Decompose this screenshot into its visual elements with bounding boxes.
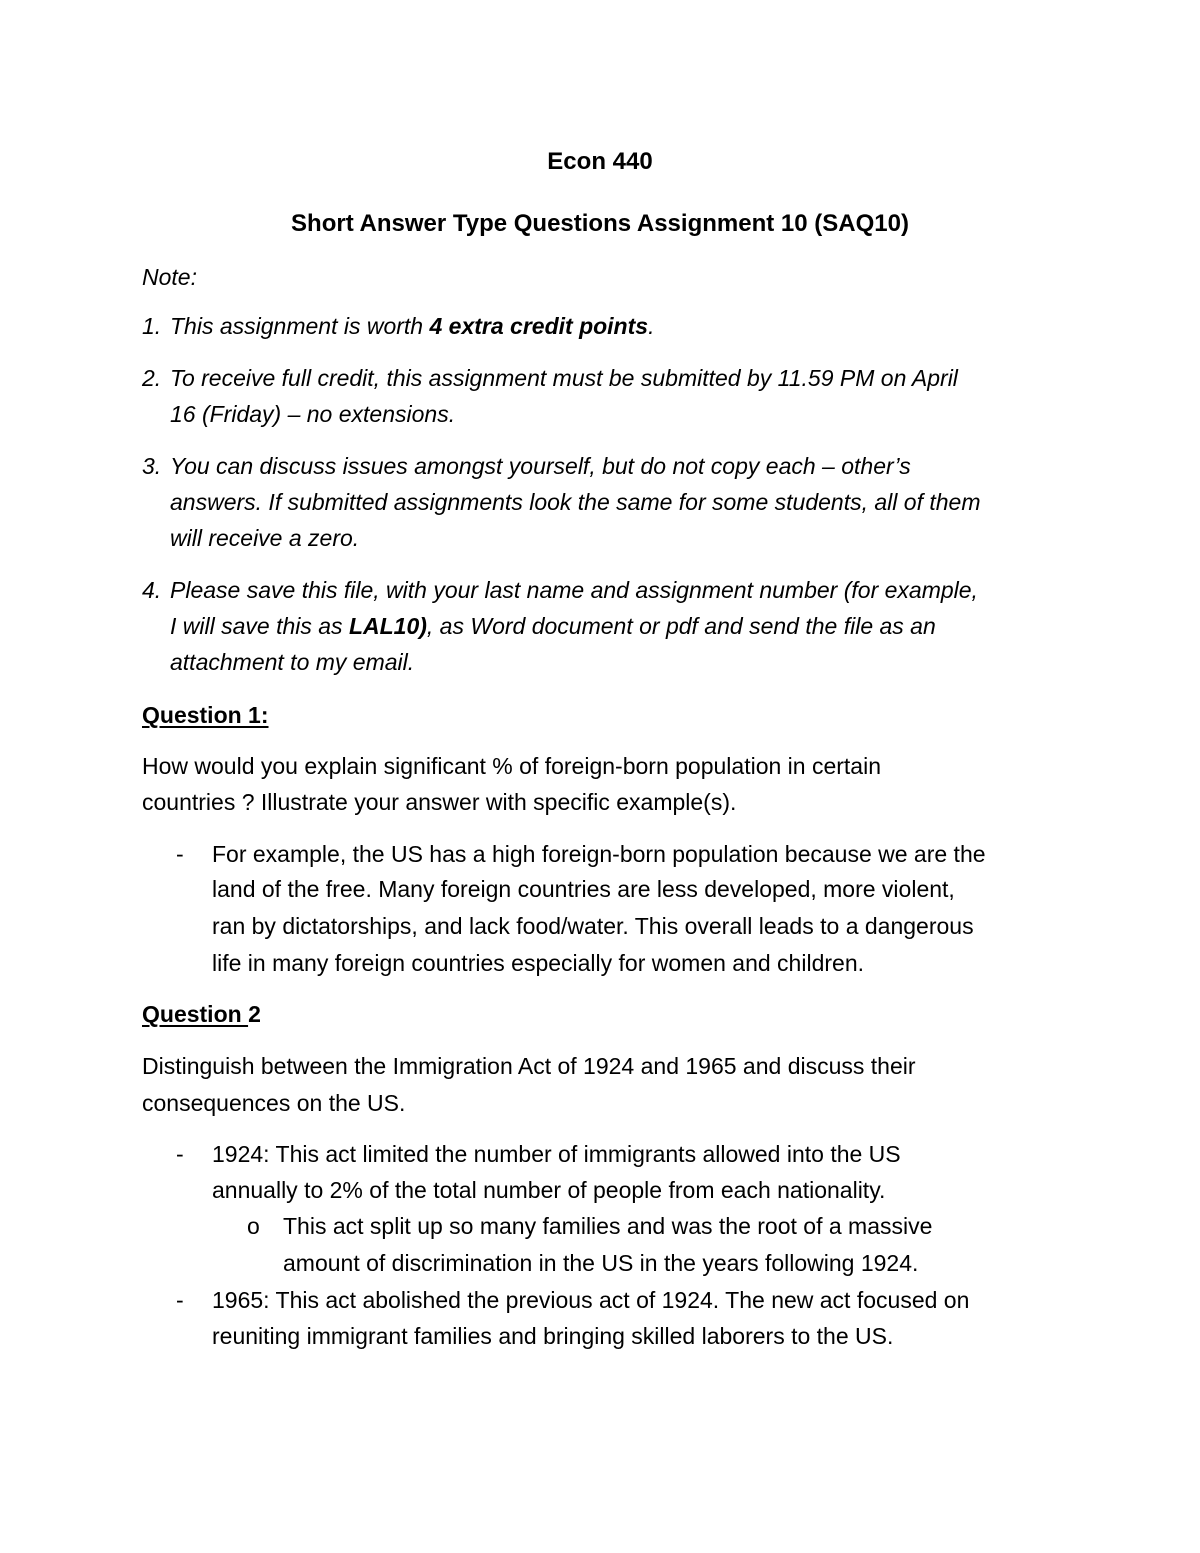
note-item-4-text: I will save this as xyxy=(170,613,349,639)
answer-1-line-1: For example, the US has a high foreign-born population because we are the xyxy=(212,841,986,867)
answer-2b-line-2: reuniting immigrant families and bringing skilled laborers to the US. xyxy=(212,1323,894,1349)
answer-1-line-4: life in many foreign countries especially for women and children. xyxy=(212,950,864,976)
question-2-prompt-line-1: Distinguish between the Immigration Act of 1924 and 1965 and discuss their xyxy=(142,1053,916,1079)
question-1-prompt-line-1: How would you explain significant % of foreign-born population in certain xyxy=(142,753,881,779)
answer-2b-bullet: - xyxy=(176,1287,184,1313)
note-item-4-number: 4. xyxy=(142,577,162,603)
note-item-2-line-1: To receive full credit, this assignment must be submitted by 11.59 PM on April xyxy=(170,365,958,391)
question-1-heading: Question 1: xyxy=(142,702,269,728)
note-item-3-line-3: will receive a zero. xyxy=(170,525,360,551)
note-item-4-line-1: Please save this file, with your last name and assignment number (for example, xyxy=(170,577,978,603)
note-item-2-line-2: 16 (Friday) – no extensions. xyxy=(170,401,456,427)
answer-2a-sub-line-2: amount of discrimination in the US in the years following 1924. xyxy=(283,1250,919,1276)
extra-credit-points: 4 extra credit points xyxy=(429,313,649,339)
course-title: Econ 440 xyxy=(547,148,653,175)
answer-2a-line-1: 1924: This act limited the number of immigrants allowed into the US xyxy=(212,1141,901,1167)
answer-2a-bullet: - xyxy=(176,1141,184,1167)
answer-1-line-3: ran by dictatorships, and lack food/water. This overall leads to a dangerous xyxy=(212,913,974,939)
answer-2b-line-1: 1965: This act abolished the previous act of 1924. The new act focused on xyxy=(212,1287,970,1313)
assignment-title: Short Answer Type Questions Assignment 10 (SAQ10) xyxy=(291,210,909,237)
question-2-heading-number: 2 xyxy=(248,1001,261,1027)
note-item-3-number: 3. xyxy=(142,453,162,479)
note-item-1-end: . xyxy=(648,313,655,339)
note-label: Note: xyxy=(142,264,197,290)
answer-2a-sub-line-1: This act split up so many families and was the root of a massive xyxy=(283,1213,933,1239)
answer-1-bullet: - xyxy=(176,841,184,867)
note-item-3-line-1: You can discuss issues amongst yourself, but do not copy each – other’s xyxy=(170,453,911,479)
question-2-heading-label: Question xyxy=(142,1001,249,1027)
note-item-1 xyxy=(170,311,654,341)
answer-2a-line-2: annually to 2% of the total number of people from each nationality. xyxy=(212,1177,886,1203)
question-2-prompt-line-2: consequences on the US. xyxy=(142,1090,406,1116)
question-2-heading xyxy=(142,999,261,1029)
note-item-4-line-2 xyxy=(170,611,936,641)
note-item-1-number: 1. xyxy=(142,313,162,339)
answer-2a-sub-bullet: o xyxy=(247,1213,260,1239)
note-item-2-number: 2. xyxy=(142,365,162,391)
note-item-4-text-after: , as Word document or pdf and send the file as an xyxy=(426,613,936,639)
answer-1-line-2: land of the free. Many foreign countries are less developed, more violent, xyxy=(212,876,955,902)
note-item-3-line-2: answers. If submitted assignments look the same for some students, all of them xyxy=(170,489,981,515)
question-1-prompt-line-2: countries ? Illustrate your answer with specific example(s). xyxy=(142,789,737,815)
note-item-4-line-3: attachment to my email. xyxy=(170,649,415,675)
filename-example: LAL10) xyxy=(348,613,427,639)
note-item-1-text: This assignment is worth xyxy=(170,313,430,339)
